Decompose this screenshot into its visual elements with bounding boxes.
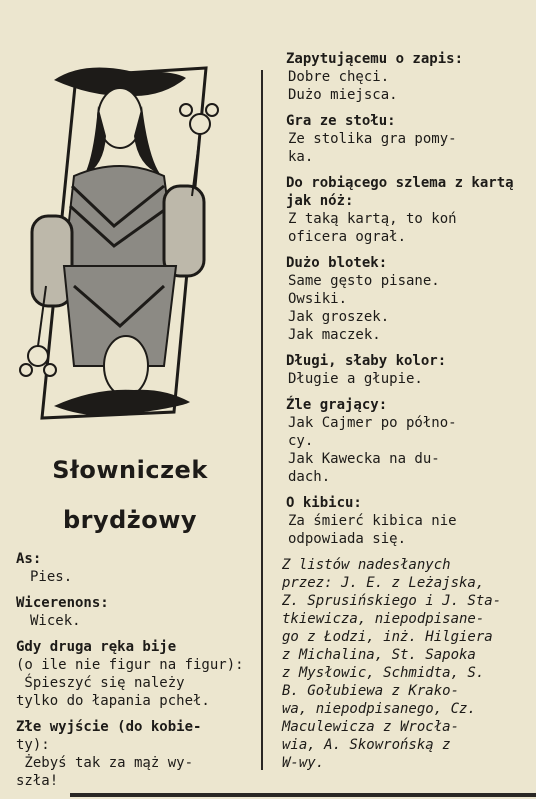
entry-term: Długi, słaby kolor:	[286, 353, 447, 369]
entry-line: ty):	[16, 737, 50, 753]
queen-card-illustration	[14, 66, 224, 422]
entry-line: Jak Kawecka na du-	[288, 451, 440, 467]
entry-line: oficera ograł.	[288, 229, 407, 245]
entry-term: Źle grający:	[286, 397, 388, 413]
footnote-line: tkiewicza, niepodpisane-	[282, 611, 485, 627]
contributors-footnote	[272, 556, 534, 772]
entry-line: Ze stolika gra pomy-	[288, 131, 457, 147]
footnote-line: z Michalina, St. Sapoka	[282, 647, 476, 663]
entry-term: Wicerenons:	[16, 595, 109, 611]
entry-line: ka.	[288, 149, 314, 165]
right-entry	[272, 494, 534, 548]
entry-line: Dobre chęci.	[288, 69, 390, 85]
entry-line: Jak groszek.	[288, 309, 390, 325]
entry-line: szła!	[16, 773, 59, 789]
entry-line: cy.	[288, 433, 314, 449]
entry-line: Długie a głupie.	[288, 371, 423, 387]
footnote-line: Z listów nadesłanych	[282, 557, 451, 573]
entry-line: Jak maczek.	[288, 327, 381, 343]
column-rule	[261, 70, 263, 770]
footnote-line: z Mysłowic, Schmidta, S.	[282, 665, 485, 681]
entry-line: Śpieszyć się należy	[16, 675, 185, 691]
right-entry	[272, 254, 534, 344]
entry-line: Owsiki.	[288, 291, 348, 307]
footnote-line: Z. Sprusińskiego i J. Sta-	[282, 593, 502, 609]
left-entry	[16, 718, 256, 790]
entry-term: Złe wyjście (do kobie-	[16, 719, 202, 735]
entry-term: O kibicu:	[286, 495, 362, 511]
left-entry	[16, 594, 256, 630]
entry-line: Żebyś tak za mąż wy-	[16, 755, 194, 771]
right-entry	[272, 50, 534, 104]
heading-line-1: Słowniczek	[52, 456, 208, 484]
entry-line: Z taką kartą, to koń	[288, 211, 457, 227]
footnote-line: wia, A. Skowrońską z	[282, 737, 451, 753]
left-column-text	[16, 550, 256, 798]
right-entry	[272, 112, 534, 166]
left-entry	[16, 550, 256, 586]
entry-line: Za śmierć kibica nie	[288, 513, 457, 529]
entry-term: Do robiącego szlema z kartą jak nóż:	[286, 175, 514, 209]
footnote-line: go z Łodzi, inż. Hilgiera	[282, 629, 493, 645]
entry-term: Zapytującemu o zapis:	[286, 51, 464, 67]
entry-term: Gra ze stołu:	[286, 113, 396, 129]
entry-line: Same gęsto pisane.	[288, 273, 440, 289]
entry-line: dach.	[288, 469, 331, 485]
right-entry	[272, 352, 534, 388]
entry-line: (o ile nie figur na figur):	[16, 657, 244, 673]
footnote-line: Maculewicza z Wrocła-	[282, 719, 460, 735]
entry-line: Wicek.	[30, 613, 81, 629]
entry-line: Dużo miejsca.	[288, 87, 398, 103]
footnote-line: B. Gołubiewa z Krako-	[282, 683, 460, 699]
entry-term: Gdy druga ręka bije	[16, 639, 177, 655]
entry-line: Pies.	[30, 569, 73, 585]
entry-term: Dużo blotek:	[286, 255, 388, 271]
footnote-line: wa, niepodpisanego, Cz.	[282, 701, 476, 717]
right-entry	[272, 396, 534, 486]
entry-line: Jak Cajmer po półno-	[288, 415, 457, 431]
entry-line: tylko do łapania pcheł.	[16, 693, 210, 709]
right-column-text	[272, 50, 534, 780]
entry-line: odpowiada się.	[288, 531, 407, 547]
left-entry	[16, 638, 256, 710]
right-entry	[272, 174, 534, 246]
footnote-line: przez: J. E. z Leżajska,	[282, 575, 485, 591]
entry-term: As:	[16, 551, 42, 567]
footnote-line: W-wy.	[282, 755, 325, 771]
heading-line-2: brydżowy	[62, 506, 198, 534]
